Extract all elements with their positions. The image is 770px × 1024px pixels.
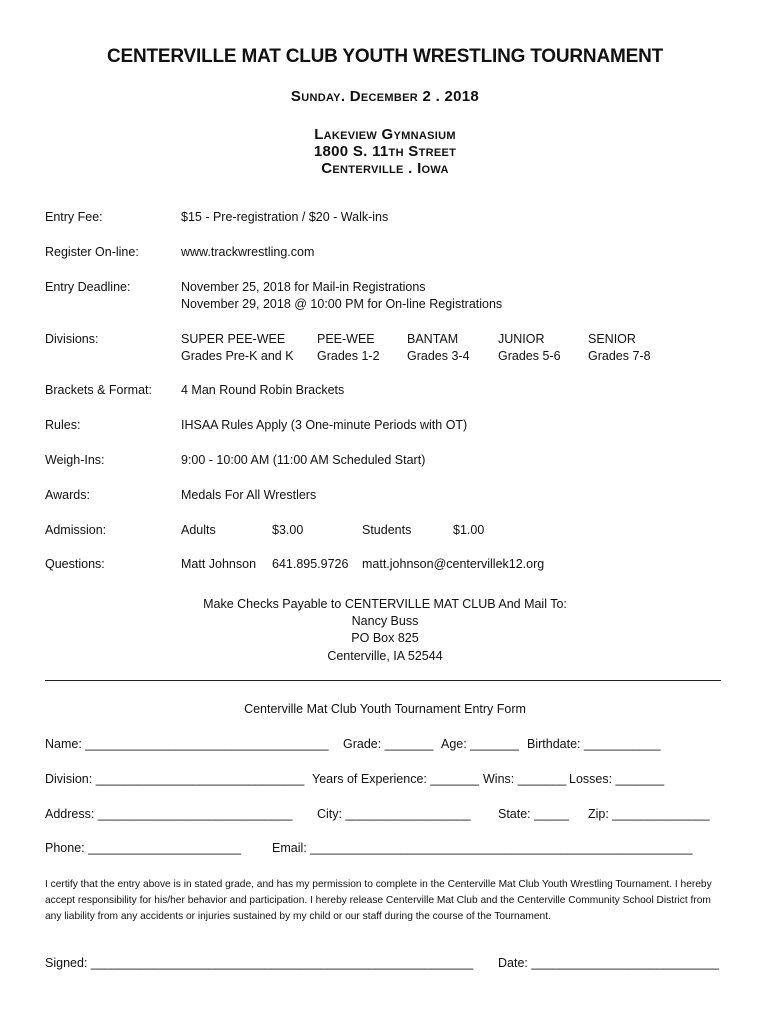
experience-field[interactable]: Years of Experience: _______ [312, 772, 480, 786]
wins-field[interactable]: Wins: _______ [483, 772, 567, 786]
division-grades: Grades 3-4 [407, 349, 470, 363]
register-link[interactable]: www.trackwrestling.com [181, 245, 315, 259]
zip-field[interactable]: Zip: ______________ [588, 807, 710, 821]
deadline-mail: November 25, 2018 for Mail-in Registrations [181, 280, 426, 294]
division-grades: Grades Pre-K and K [181, 349, 294, 363]
email-field[interactable]: Email: _______________________________________________________ [272, 841, 693, 855]
admission-adults-price: $3.00 [272, 523, 304, 537]
divider [45, 680, 721, 681]
date-field[interactable]: Date: ___________________________ [498, 956, 720, 970]
grade-field[interactable]: Grade: _______ [343, 737, 434, 751]
mail-city: Centerville, IA 52544 [327, 649, 443, 663]
certification-text: I certify that the entry above is in stated grade, and has my permission to complete in the Centerville Mat Club Youth Wrestling Tournament. I hereby accept responsibility for his/her behavior and participation. I hereby release Centerville Mat Club and the Centerville Community School District from any liability from any accidents or injuries sustained by my child or our staff during the course of the Tournament. [45, 879, 712, 922]
age-field[interactable]: Age: _______ [441, 737, 519, 751]
weigh-ins-label: Weigh-Ins: [45, 453, 105, 467]
page-title: CENTERVILLE MAT CLUB YOUTH WRESTLING TOURNAMENT [106, 46, 664, 67]
admission-students: Students [362, 523, 412, 537]
brackets-value: 4 Man Round Robin Brackets [181, 383, 345, 397]
division-name: SUPER PEE-WEE [181, 332, 286, 346]
city-field[interactable]: City: __________________ [317, 807, 471, 821]
birthdate-field[interactable]: Birthdate: ___________ [527, 737, 661, 751]
contact-phone: 641.895.9726 [272, 557, 349, 571]
division-name: BANTAM [407, 332, 459, 346]
mail-instructions: Make Checks Payable to CENTERVILLE MAT CLUB And Mail To: [203, 597, 567, 611]
form-title: Centerville Mat Club Youth Tournament Entry Form [244, 702, 526, 716]
weigh-ins-value: 9:00 - 10:00 AM (11:00 AM Scheduled Start) [181, 453, 426, 467]
signature-field[interactable]: Signed: _______________________________________________________ [45, 956, 474, 970]
admission-students-price: $1.00 [453, 523, 485, 537]
rules-label: Rules: [45, 418, 81, 432]
division-grades: Grades 7-8 [588, 349, 651, 363]
contact-email[interactable]: matt.johnson@centervillek12.org [362, 557, 545, 571]
division-grades: Grades 5-6 [498, 349, 561, 363]
register-label: Register On-line: [45, 245, 139, 259]
awards-value: Medals For All Wrestlers [181, 488, 317, 502]
division-name: PEE-WEE [317, 332, 375, 346]
address-field[interactable]: Address: ____________________________ [45, 807, 293, 821]
admission-label: Admission: [45, 523, 107, 537]
contact-name: Matt Johnson [181, 557, 257, 571]
mail-recipient: Nancy Buss [351, 614, 419, 628]
venue-name: Lakeview Gymnasium [314, 126, 456, 143]
awards-label: Awards: [45, 488, 90, 502]
division-name: SENIOR [588, 332, 636, 346]
venue-city: Centerville . Iowa [321, 160, 449, 177]
deadline-online: November 29, 2018 @ 10:00 PM for On-line Registrations [181, 297, 503, 311]
questions-label: Questions: [45, 557, 105, 571]
name-field[interactable]: Name: ___________________________________ [45, 737, 329, 751]
event-date: Sunday. December 2 . 2018 [290, 88, 480, 105]
deadline-label: Entry Deadline: [45, 280, 131, 294]
venue-street: 1800 S. 11th Street [313, 143, 457, 160]
entry-fee-value: $15 - Pre-registration / $20 - Walk-ins [181, 210, 389, 224]
division-name: JUNIOR [498, 332, 545, 346]
division-field[interactable]: Division: ______________________________ [45, 772, 305, 786]
admission-adults: Adults [181, 523, 216, 537]
losses-field[interactable]: Losses: _______ [569, 772, 665, 786]
brackets-label: Brackets & Format: [45, 383, 152, 397]
state-field[interactable]: State: _____ [498, 807, 569, 821]
phone-field[interactable]: Phone: ______________________ [45, 841, 242, 855]
division-grades: Grades 1-2 [317, 349, 380, 363]
divisions-label: Divisions: [45, 332, 99, 346]
rules-value: IHSAA Rules Apply (3 One-minute Periods with OT) [181, 418, 468, 432]
mail-po-box: PO Box 825 [351, 631, 419, 645]
entry-fee-label: Entry Fee: [45, 210, 103, 224]
